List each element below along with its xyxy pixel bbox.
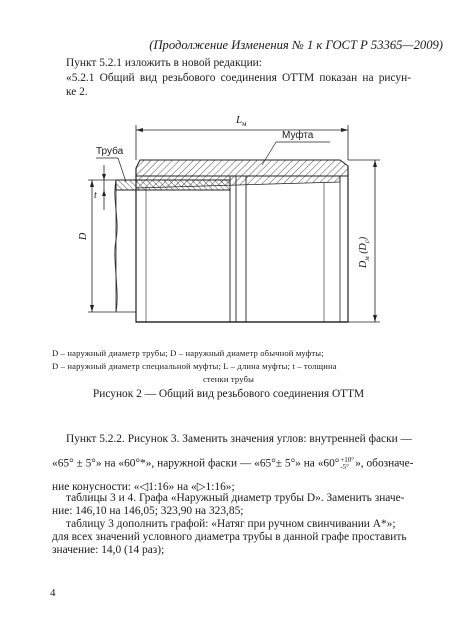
figure-title: Рисунок 2 — Общий вид резьбового соединения ОТТМ	[92, 388, 365, 400]
body-line-1: Пункт 5.2.2. Рисунок 3. Заменить значения углов: внутренней фаски —	[66, 433, 412, 445]
body-line-2: «65° ± 5°» на «60°*», наружной фаски — «65°± 5°» на «60° +10° -5° », обозначе-	[52, 456, 414, 471]
body-line-8: значение: 14,0 (14 раз);	[52, 544, 165, 556]
label-pipe: Труба	[96, 146, 124, 157]
page-header: (Продолжение Изменения № 1 к ГОСТ Р 53365—2009)	[149, 38, 443, 52]
intro-line-2: «5.2.1 Общий вид резьбового соединения ОТТМ показан на рисун-	[66, 72, 411, 84]
label-coupling: Муфта	[282, 130, 314, 141]
dimension-t	[102, 165, 106, 210]
body-line-6: таблицу 3 дополнить графой: «Натяг при ручном свинчивании А*»;	[66, 518, 396, 530]
page-number: 4	[50, 587, 56, 599]
caption-line-3: стенки трубы	[202, 374, 255, 384]
pipe-body	[115, 180, 230, 312]
body-line-3: ние конусности: «◁1:16» на «▷1:16»;	[52, 481, 235, 493]
body-line-5: ние: 146,10 на 146,05; 323,90 на 323,85;	[52, 505, 244, 517]
body-line-4: таблицы 3 и 4. Графа «Наружный диаметр трубы D». Заменить значе-	[66, 492, 405, 504]
body-line-7: для всех значений условного диаметра трубы в данной графе проставить	[52, 531, 407, 543]
label-d: D	[78, 232, 89, 240]
pipe-leader	[118, 158, 126, 182]
dimension-lm	[136, 125, 348, 160]
caption-line-1: D – наружный диаметр трубы; D – наружный диаметр обычной муфты;	[52, 348, 324, 358]
dimension-d	[88, 180, 116, 312]
intro-line-1: Пункт 5.2.1 изложить в новой редакции:	[66, 57, 262, 69]
label-t: t	[94, 190, 97, 201]
intro-line-3: ке 2.	[66, 86, 88, 98]
label-lm: $L_м$	[236, 114, 247, 129]
label-dm: $D_м$ $(D_с)$	[358, 236, 371, 268]
caption-line-2: D – наружный диаметр специальной муфты; L – длина муфты; t – толщина	[52, 361, 337, 371]
